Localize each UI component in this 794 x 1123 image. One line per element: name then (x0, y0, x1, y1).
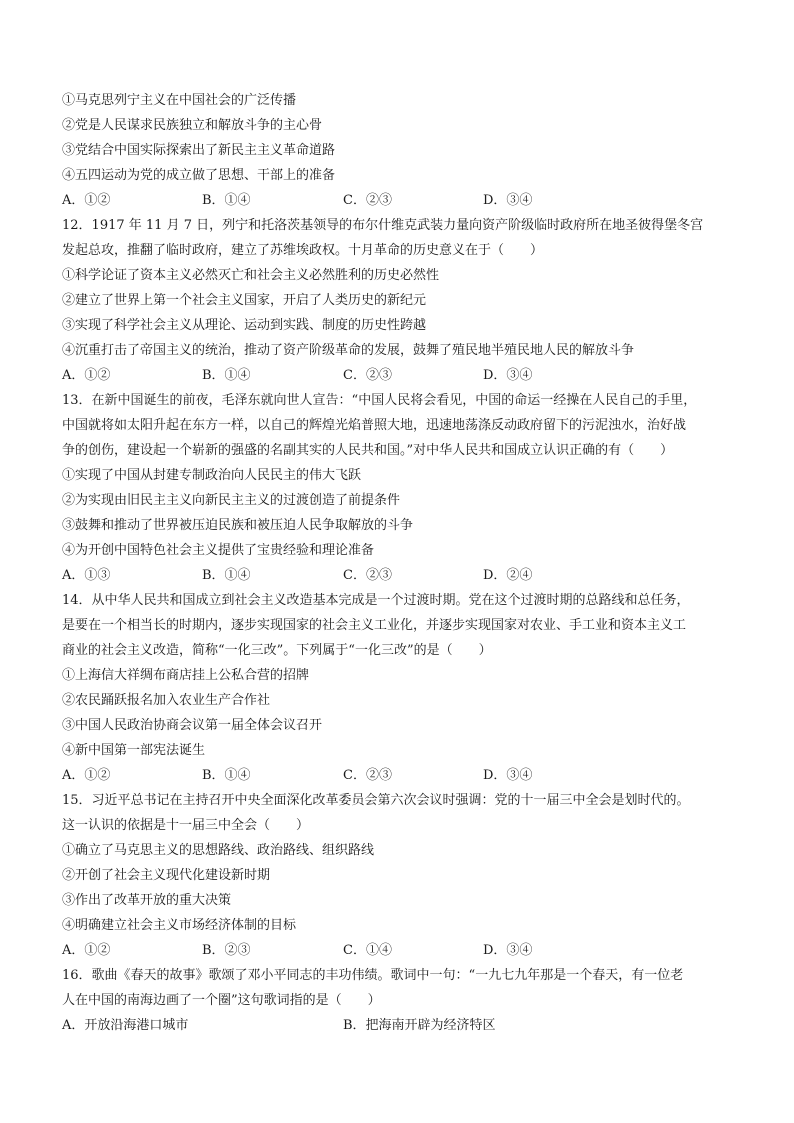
question-12 (62, 213, 738, 388)
q13-item-1: ①实现了中国从封建专制政治向人民民主的伟大飞跃 (62, 468, 362, 483)
q16-option-a[interactable]: A．开放沿海港口城市 (62, 1018, 189, 1033)
q11-option-c[interactable]: C．②③ (343, 193, 392, 208)
q12-option-c[interactable]: C．②③ (343, 368, 392, 383)
q12-option-a[interactable]: A．①② (62, 368, 111, 383)
q15-stem-line-1: 15．习近平总书记在主持召开中央全面深化改革委员会第六次会议时强调：党的十一届三中全会是划时代的。 (62, 793, 690, 808)
q14-item-4: ④新中国第一部宪法诞生 (62, 743, 206, 758)
q15-option-a[interactable]: A．①② (62, 943, 111, 958)
q15-item-1: ①确立了马克思主义的思想路线、政治路线、组织路线 (62, 843, 375, 858)
q11-option-a[interactable]: A．①② (62, 193, 111, 208)
q15-option-d[interactable]: D．③④ (483, 943, 533, 958)
question-13 (62, 388, 738, 588)
question-11 (62, 88, 738, 213)
question-list (62, 88, 738, 1038)
q14-options (62, 763, 738, 788)
q15-item-4: ④明确建立社会主义市场经济体制的目标 (62, 918, 297, 933)
question-14 (62, 588, 738, 788)
q14-item-3: ③中国人民政治协商会议第一届全体会议召开 (62, 718, 323, 733)
q15-option-c[interactable]: C．①④ (343, 943, 392, 958)
q11-item-3: ③党结合中国实际探索出了新民主主义革命道路 (62, 143, 336, 158)
q11-item-4: ④五四运动为党的成立做了思想、干部上的准备 (62, 168, 336, 183)
q14-option-a[interactable]: A．①② (62, 768, 111, 783)
q14-option-c[interactable]: C．②③ (343, 768, 392, 783)
q13-item-4: ④为开创中国特色社会主义提供了宝贵经验和理论准备 (62, 543, 375, 558)
q13-stem-line-2: 中国就将如太阳升起在东方一样，以自己的辉煌光焰普照大地，迅速地荡涤反动政府留下的污泥浊水，治好战 (62, 418, 687, 433)
question-15 (62, 788, 738, 963)
q14-stem-line-3: 商业的社会主义改造，简称“一化三改”。下列属于“一化三改”的是（ ） (62, 643, 492, 658)
q13-options (62, 563, 738, 588)
q16-options (62, 1013, 738, 1038)
q13-item-2: ②为实现由旧民主主义向新民主主义的过渡创造了前提条件 (62, 493, 401, 508)
q16-stem-line-2: 人在中国的南海边画了一个圈”这句歌词指的是（ ） (62, 993, 381, 1008)
q14-option-d[interactable]: D．③④ (483, 768, 533, 783)
q12-stem-line-1: 12．1917 年 11 月 7 日，列宁和托洛茨基领导的布尔什维克武装力量向资产阶级临时政府所在地圣彼得堡冬宫 (62, 218, 704, 233)
q12-option-d[interactable]: D．③④ (483, 368, 533, 383)
q14-option-b[interactable]: B．①④ (202, 768, 251, 783)
q13-option-c[interactable]: C．②③ (343, 568, 392, 583)
q15-item-2: ②开创了社会主义现代化建设新时期 (62, 868, 271, 883)
q11-option-b[interactable]: B．①④ (202, 193, 251, 208)
q11-options (62, 188, 738, 213)
q15-item-3: ③作出了改革开放的重大决策 (62, 893, 232, 908)
q13-option-a[interactable]: A．①③ (62, 568, 111, 583)
q12-item-3: ③实现了科学社会主义从理论、运动到实践、制度的历史性跨越 (62, 318, 427, 333)
q12-item-4: ④沉重打击了帝国主义的统治，推动了资产阶级革命的发展，鼓舞了殖民地半殖民地人民的解放斗争 (62, 343, 635, 358)
q13-option-d[interactable]: D．②④ (483, 568, 533, 583)
q13-stem-line-1: 13．在新中国诞生的前夜，毛泽东就向世人宣告：“中国人民将会看见，中国的命运一经操在人民自己的手里， (62, 393, 697, 408)
q15-options (62, 938, 738, 963)
q13-option-b[interactable]: B．①④ (202, 568, 251, 583)
q16-stem-line-1: 16．歌曲《春天的故事》歌颂了邓小平同志的丰功伟绩。歌词中一句：“一九七九年那是一个春天，有一位老 (62, 968, 684, 983)
q12-item-2: ②建立了世界上第一个社会主义国家，开启了人类历史的新纪元 (62, 293, 427, 308)
q11-option-d[interactable]: D．③④ (483, 193, 533, 208)
q15-option-b[interactable]: B．②③ (202, 943, 251, 958)
q14-item-1: ①上海信大祥绸布商店挂上公私合营的招牌 (62, 668, 310, 683)
q11-item-2: ②党是人民谋求民族独立和解放斗争的主心骨 (62, 118, 323, 133)
q12-item-1: ①科学论证了资本主义必然灭亡和社会主义必然胜利的历史必然性 (62, 268, 440, 283)
q14-stem-line-2: 是要在一个相当长的时期内，逐步实现国家的社会主义工业化，并逐步实现国家对农业、手工业和资本主义工 (62, 618, 687, 633)
q14-stem-line-1: 14．从中华人民共和国成立到社会主义改造基本完成是一个过渡时期。党在这个过渡时期的总路线和总任务， (62, 593, 690, 608)
q14-item-2: ②农民踊跃报名加入农业生产合作社 (62, 693, 271, 708)
q12-option-b[interactable]: B．①④ (202, 368, 251, 383)
q16-option-b[interactable]: B．把海南开辟为经济特区 (343, 1018, 496, 1033)
q13-stem-line-3: 争的创伤，建设起一个崭新的强盛的名副其实的人民共和国。”对中华人民共和国成立认识正确的有（ ） (62, 443, 674, 458)
q11-item-1: ①马克思列宁主义在中国社会的广泛传播 (62, 93, 297, 108)
question-16 (62, 963, 738, 1038)
q12-stem-line-2: 发起总攻，推翻了临时政府，建立了苏维埃政权。十月革命的历史意义在于（ ） (62, 243, 544, 258)
q13-item-3: ③鼓舞和推动了世界被压迫民族和被压迫人民争取解放的斗争 (62, 518, 414, 533)
q12-options (62, 363, 738, 388)
q15-stem-line-2: 这一认识的依据是十一届三中全会（ ） (62, 818, 310, 833)
